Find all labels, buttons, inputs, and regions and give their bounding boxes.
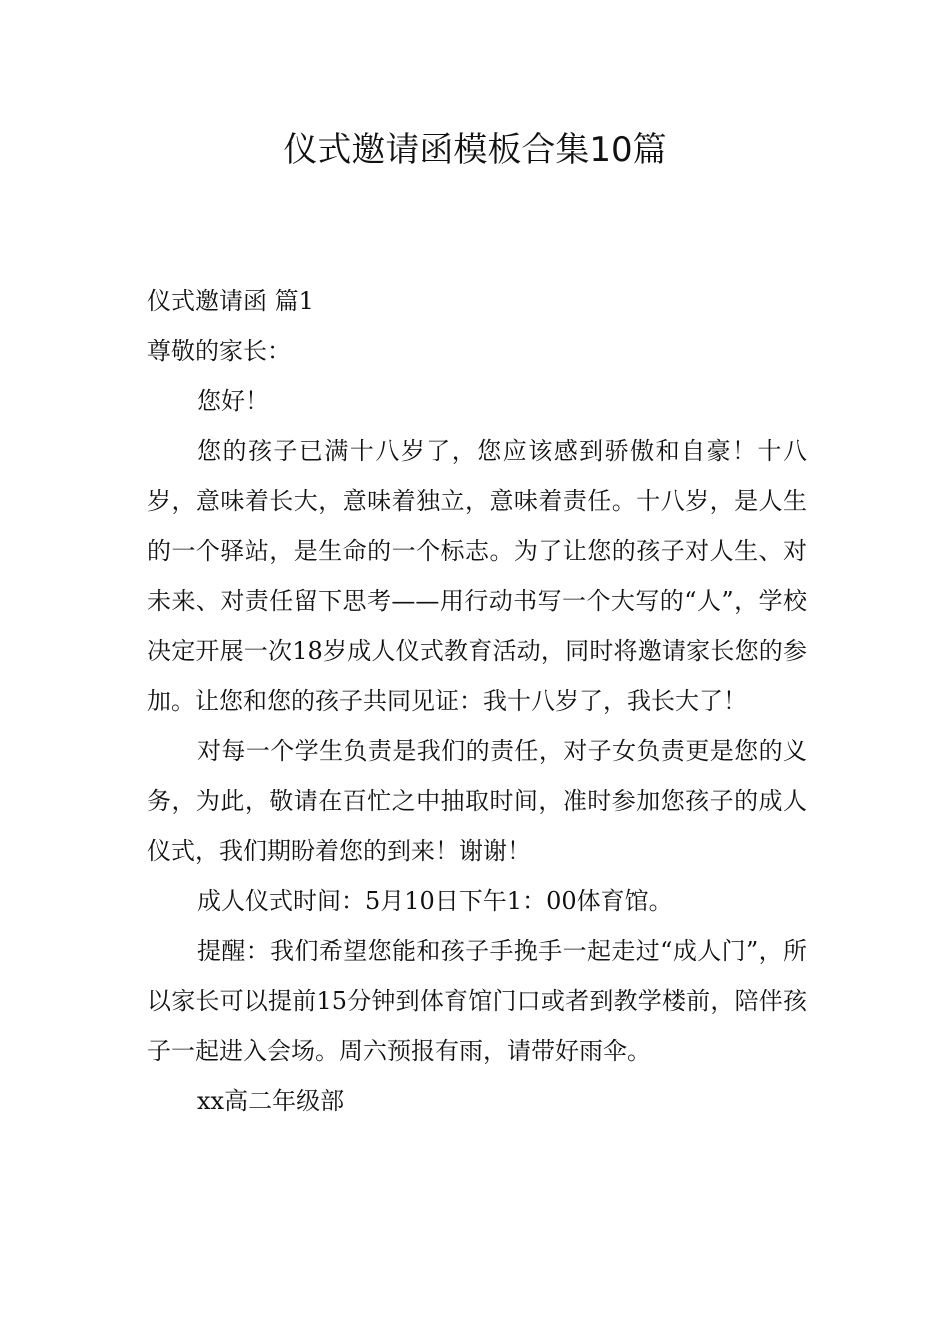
greeting: 您好！ <box>197 387 269 415</box>
document-body <box>147 276 807 1126</box>
paragraph-request: 对每一个学生负责是我们的责任，对子女负责更是您的义务，为此，敬请在百忙之中抽取时间，准时参加您孩子的成人仪式，我们期盼着您的到来！谢谢！ <box>147 737 807 865</box>
paragraph-intro: 您的孩子已满十八岁了，您应该感到骄傲和自豪！十八岁，意味着长大，意味着独立，意味着责任。十八岁，是人生的一个驿站，是生命的一个标志。为了让您的孩子对人生、对未来、对责任留下思考——用行动书写一个大写的“人”，学校决定开展一次18岁成人仪式教育活动，同时将邀请家长您的参加。让您和您的孩子共同见证：我十八岁了，我长大了！ <box>147 437 807 715</box>
document-title: 仪式邀请函模板合集10篇 <box>283 130 667 170</box>
signature: xx高二年级部 <box>197 1087 345 1115</box>
salutation: 尊敬的家长： <box>147 337 291 365</box>
paragraph-time: 成人仪式时间：5月10日下午1：00体育馆。 <box>197 887 673 915</box>
paragraph-reminder: 提醒：我们希望您能和孩子手挽手一起走过“成人门”，所以家长可以提前15分钟到体育馆门口或者到教学楼前，陪伴孩子一起进入会场。周六预报有雨，请带好雨伞。 <box>147 937 807 1065</box>
section-heading: 仪式邀请函 篇1 <box>147 287 314 315</box>
